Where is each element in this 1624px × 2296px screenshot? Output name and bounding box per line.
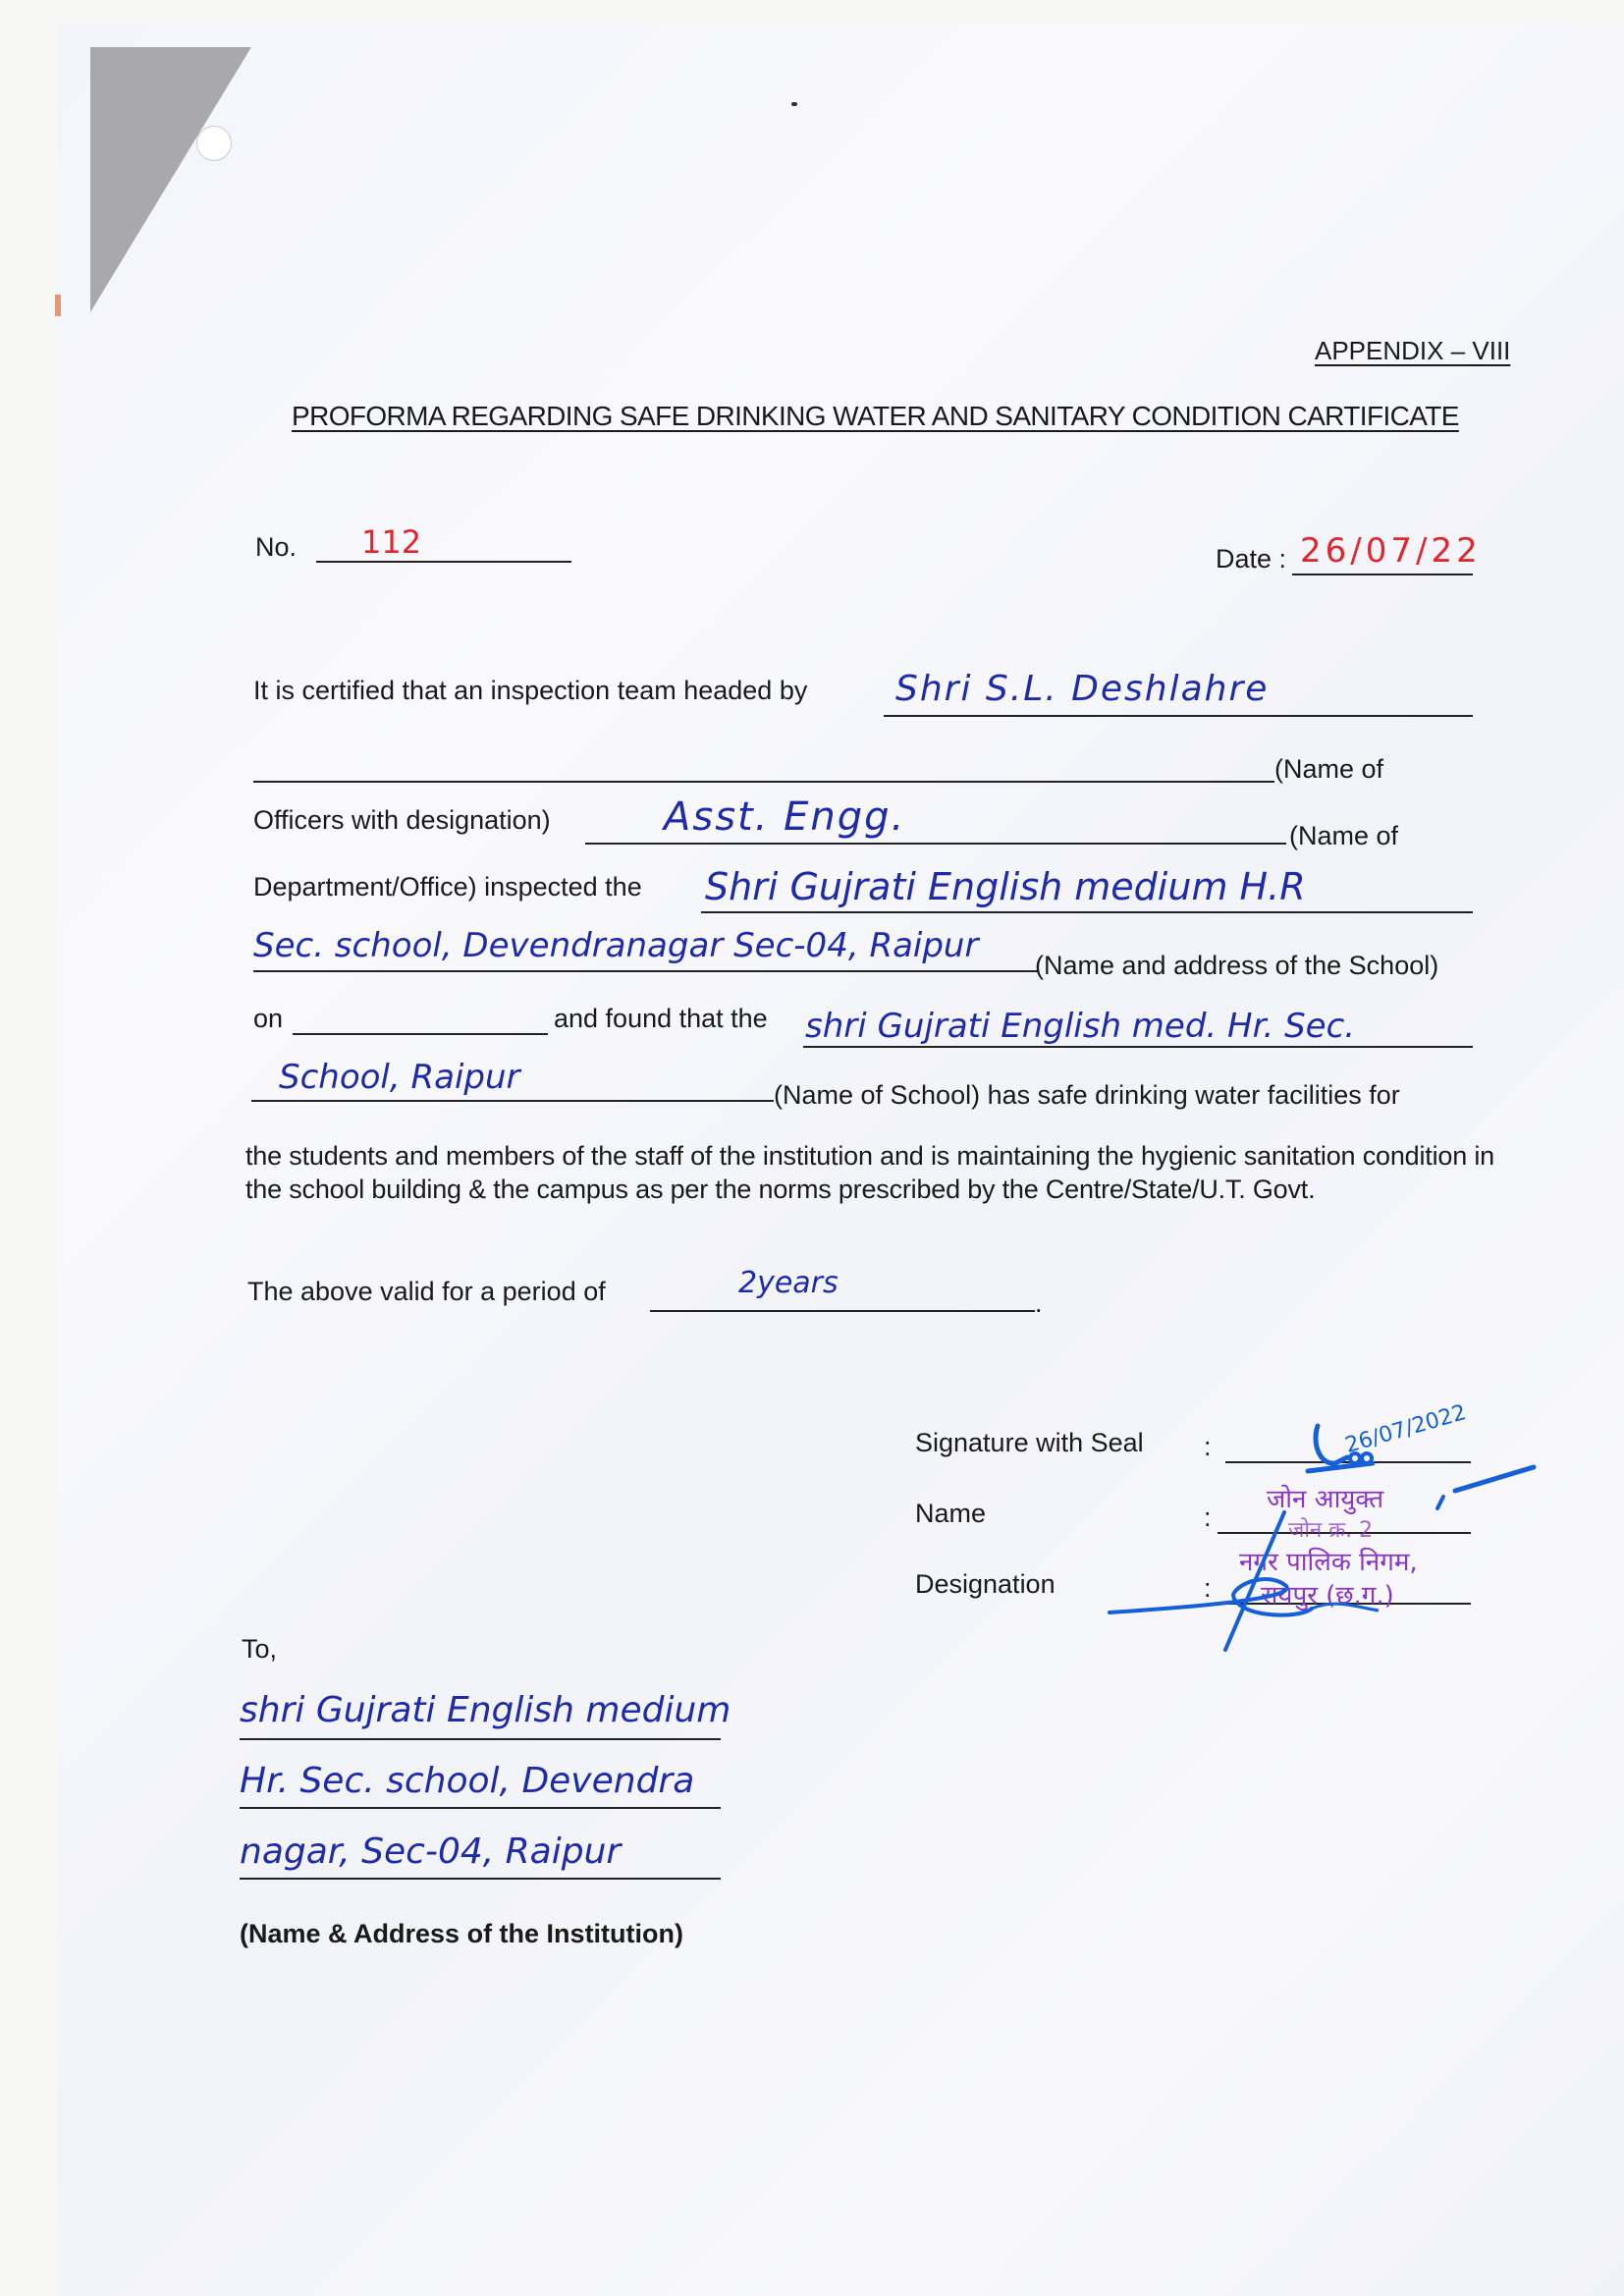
validity-line <box>650 1310 1035 1312</box>
name-of-label-1: (Name of <box>1274 754 1384 784</box>
validity-label: The above valid for a period of <box>247 1277 606 1306</box>
recipient-address-3: nagar, Sec-04, Raipur <box>240 1831 622 1872</box>
officers-designation-label: Officers with designation) <box>253 805 551 835</box>
form-title: PROFORMA REGARDING SAFE DRINKING WATER AND SANITARY CONDITION CARTIFICATE <box>292 401 1459 431</box>
inspector-name-line <box>884 715 1473 717</box>
designation-label: Designation <box>915 1569 1056 1599</box>
recipient-line-3 <box>240 1878 721 1880</box>
headed-by-label: It is certified that an inspection team headed by <box>253 676 808 705</box>
rust-mark <box>55 295 61 316</box>
signature-dash <box>1455 1467 1534 1491</box>
date-line <box>1292 574 1473 575</box>
name-label: Name <box>915 1499 987 1528</box>
certification-paragraph: the students and members of the staff of the institution and is maintaining the hygienic sanitation condition in the school building & the campus as per the norms prescribed by the Centre/State/U.T. Govt. <box>245 1141 1494 1204</box>
recipient-address-2: Hr. Sec. school, Devendra <box>240 1761 695 1801</box>
found-that-label: and found that the <box>554 1004 768 1033</box>
seal-line-3: नगर पालिक निगम, <box>1239 1548 1418 1577</box>
recipient-caption: (Name & Address of the Institution) <box>240 1919 684 1948</box>
name-of-label-2: (Name of <box>1289 821 1399 850</box>
school-name-caption: (Name of School) has safe drinking water facilities for <box>774 1080 1400 1110</box>
school-name-line-2 <box>251 1100 774 1102</box>
name-colon: : <box>1204 1503 1212 1532</box>
number-label: No. <box>255 532 298 562</box>
seal-line-4: रायपुर (छ.ग.) <box>1261 1581 1394 1611</box>
signature-date-annotation: 26/07/2022 <box>1342 1399 1470 1458</box>
validity-end: . <box>1035 1288 1043 1318</box>
signature-strokes <box>1041 1414 1571 1660</box>
on-label: on <box>253 1004 284 1033</box>
school-address-line-2 <box>253 970 1039 972</box>
school-name-1: shri Gujrati English med. Hr. Sec. <box>805 1007 1356 1046</box>
designation-line <box>585 843 1286 845</box>
officers-line <box>253 781 1274 783</box>
dust-speck <box>791 102 797 106</box>
school-address-2: Sec. school, Devendranagar Sec-04, Raipur <box>253 926 979 965</box>
seal-line-2: जोन क्र. 2 <box>1288 1518 1374 1543</box>
number-line <box>316 561 571 563</box>
signature-flourish <box>1110 1512 1312 1650</box>
signature-label: Signature with Seal <box>915 1428 1144 1457</box>
department-label: Department/Office) inspected the <box>253 872 642 902</box>
recipient-line-1 <box>240 1738 721 1740</box>
validity-period: 2years <box>738 1266 839 1300</box>
appendix-label: APPENDIX – VIII <box>1315 336 1511 365</box>
officer-designation: Asst. Engg. <box>664 794 906 840</box>
inspection-date-line <box>293 1033 548 1035</box>
certificate-number: 112 <box>361 523 422 561</box>
punch-hole <box>196 126 232 161</box>
school-address-line-1 <box>701 911 1473 913</box>
school-address-caption: (Name and address of the School) <box>1035 951 1439 980</box>
certificate-date: 26/07/22 <box>1300 531 1482 571</box>
school-name-line-1 <box>803 1046 1473 1048</box>
recipient-address-1: shri Gujrati English medium <box>240 1690 731 1730</box>
seal-line-1: जोन आयुक्त <box>1267 1485 1384 1514</box>
recipient-line-2 <box>240 1807 721 1809</box>
to-label: To, <box>242 1634 278 1664</box>
designation-colon: : <box>1204 1573 1212 1603</box>
school-name-2: School, Raipur <box>279 1058 520 1097</box>
signature-colon: : <box>1204 1432 1212 1461</box>
inspector-name: Shri S.L. Deshlahre <box>895 669 1270 709</box>
date-label: Date : <box>1216 544 1287 574</box>
school-address-1: Shri Gujrati English medium H.R <box>705 865 1306 908</box>
folded-corner <box>90 47 251 312</box>
signature-initial <box>1316 1426 1347 1463</box>
